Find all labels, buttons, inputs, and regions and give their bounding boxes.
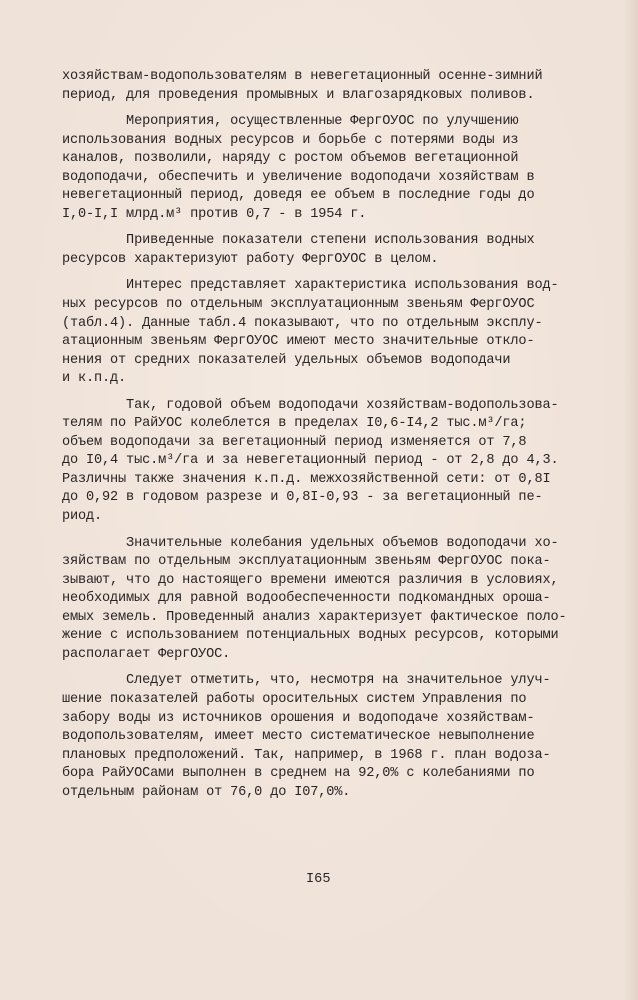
paragraph	[62, 672, 602, 802]
text-line: (табл.4). Данные табл.4 показывают, что по отдельным эксплу-	[62, 315, 543, 331]
text-line: Приведенные показатели степени использования водных	[62, 233, 535, 249]
paragraph-gap	[62, 224, 602, 232]
text-line: Различны также значения к.п.д. межхозяйственной сети: от 0,8I	[62, 471, 551, 487]
text-line: и к.п.д.	[62, 371, 127, 387]
text-line: шение показателей работы оросительных систем Управления по	[62, 691, 527, 707]
text-line: до I0,4 тыс.м³/га и за невегетационный период - от 2,8 до 4,3.	[62, 453, 559, 469]
text-line: забору воды из источников орошения и водоподаче хозяйствам-	[62, 710, 535, 726]
text-line: водопользователям, имеет место систематическое невыполнение	[62, 729, 535, 745]
text-line: зывают, что до настоящего времени имеются различия в условиях,	[62, 572, 559, 588]
text-line: ных ресурсов по отдельным эксплуатационным звеньям ФергОУОС	[62, 297, 535, 313]
text-line: риод.	[62, 509, 103, 525]
text-line: период, для проведения промывных и влагозарядковых поливов.	[62, 87, 535, 103]
text-line: ресурсов характеризуют работу ФергОУОС в целом.	[62, 251, 439, 267]
paragraph	[62, 113, 602, 224]
text-line: объем водоподачи за вегетационный период изменяется от 7,8	[62, 434, 527, 450]
text-line: Мероприятия, осуществленные ФергОУОС по улучшению	[62, 114, 519, 130]
text-line: до 0,92 в годовом разрезе и 0,8I-0,93 - за вегетационный пе-	[62, 490, 543, 506]
paragraph-gap	[62, 269, 602, 277]
page-edge-shadow	[624, 0, 638, 1000]
text-line: плановых предположений. Так, например, в 1968 г. план водоза-	[62, 747, 551, 763]
text-line: располагает ФергОУОС.	[62, 646, 231, 662]
paragraph-gap	[62, 389, 602, 397]
paragraph-gap	[62, 664, 602, 672]
page-number: I65	[306, 872, 331, 887]
text-line: зяйствам по отдельным эксплуатационным звеньям ФергОУОС пока-	[62, 554, 551, 570]
text-line: каналов, позволили, наряду с ростом объемов вегетационной	[62, 151, 519, 167]
text-line: необходимых для равной водообеспеченности подкомандных ороша-	[62, 591, 551, 607]
text-line: емых земель. Проведенный анализ характеризует фактическое поло-	[62, 609, 567, 625]
paragraph	[62, 277, 602, 388]
text-line: Значительные колебания удельных объемов водоподачи хо-	[62, 535, 559, 551]
text-line: нения от средних показателей удельных объемов водоподачи	[62, 352, 511, 368]
paragraph-gap	[62, 527, 602, 535]
text-line: телям по РайУОС колеблется в пределах I0,6-I4,2 тыс.м³/га;	[62, 416, 527, 432]
text-line: жение с использованием потенциальных водных ресурсов, которыми	[62, 628, 559, 644]
text-line: Интерес представляет характеристика использования вод-	[62, 278, 559, 294]
body-text	[62, 68, 602, 802]
text-line: атационным звеньям ФергОУОС имеют место значительные откло-	[62, 334, 535, 350]
paragraph	[62, 232, 602, 269]
text-line: невегетационный период, доведя ее объем в последние годы до	[62, 188, 535, 204]
text-line: I,0-I,I млрд.м³ против 0,7 - в 1954 г.	[62, 206, 367, 222]
text-line: Следует отметить, что, несмотря на значительное улуч-	[62, 673, 551, 689]
paragraph-gap	[62, 105, 602, 113]
text-line: Так, годовой объем водоподачи хозяйствам-водопользова-	[62, 397, 559, 413]
paragraph	[62, 535, 602, 665]
text-line: использования водных ресурсов и борьбе с потерями воды из	[62, 132, 519, 148]
paragraph	[62, 397, 602, 527]
paragraph	[62, 68, 602, 105]
text-line: бора РайУОСами выполнен в среднем на 92,0% с колебаниями по	[62, 766, 535, 782]
text-line: хозяйствам-водопользователям в невегетационный осенне-зимний	[62, 69, 543, 84]
text-line: водоподачи, обеспечить и увеличение водоподачи хозяйствам в	[62, 169, 535, 185]
text-line: отдельным районам от 76,0 до I07,0%.	[62, 784, 351, 800]
